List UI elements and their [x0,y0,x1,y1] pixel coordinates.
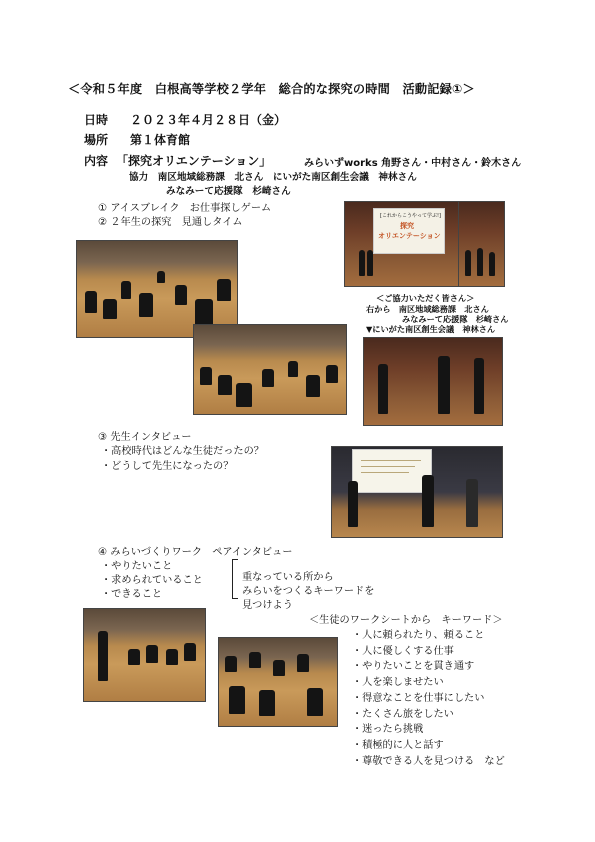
interview-screen [352,449,432,493]
keyword-item: ・得意なことを仕事にしたい [352,692,485,704]
place-label: 場所 [84,133,109,147]
guests-line-3: みなみーて応援隊 杉崎さん [166,186,291,197]
photo-guests-stage [458,201,505,287]
keyword-item: ・やりたいことを貫き通す [352,661,475,673]
screen-subtitle-text: オリエンテーション [378,232,441,240]
keyword-item: ・人を楽しませたい [352,677,444,689]
photo-teacher-interview [331,446,503,538]
date-label: 日時 [84,113,109,127]
photo-orientation-stage [344,201,460,287]
activity-4: ④ みらいづくりワーク ペアインタビュー [98,547,293,558]
guests-line-2: 協力 南区地域総務課 北さん にいがた南区創生会議 神林さん [129,172,417,183]
activity-4-note-2: みらいをつくるキーワードを [242,586,375,597]
activity-4-bullet-1: ・やりたいこと [101,561,173,572]
helpers-heading: ＜ご協力いただく皆さん＞ [376,293,475,303]
projection-screen [373,208,445,254]
activity-4-bullet-3: ・できること [101,589,163,600]
keyword-item: ・積極的に人と話す [352,739,444,751]
screen-title-text: 探究 [400,222,414,230]
page-title: ＜令和５年度 白根高等学校２学年 総合的な探究の時間 活動記録①＞ [68,82,475,96]
bracket-divider [232,559,238,599]
place-value: 第１体育館 [130,133,191,147]
activity-3: ③ 先生インタビュー [98,432,192,443]
activity-3-question-2: ・どうして先生になったの？ [101,461,234,472]
photo-pair-work [218,637,338,727]
keyword-item: ・人に頼られたり、頼ること [352,630,485,641]
activity-3-question-1: ・高校時代はどんな生徒だったの？ [101,446,264,457]
keyword-item: ・たくさん旅をしたい [352,708,454,720]
keyword-item: ・迷ったら挑戦 [352,724,424,736]
photo-pair-interview-gym [83,608,206,702]
helpers-line-2: みなみーて応援隊 杉崎さん [402,314,509,324]
helpers-line-1: 右から 南区地域総務課 北さん [366,304,489,314]
photo-helpers-standing [363,337,503,426]
keyword-item: ・尊敬できる人を見つける など [352,755,505,767]
screen-small-text: [これからこうやって学ぶ!] [380,213,441,219]
activity-4-bullet-2: ・求められていること [101,575,203,586]
content-theme: 「探究オリエンテーション」 [116,154,272,168]
activity-4-note-1: 重なっている所から [242,572,334,583]
activity-4-note-3: 見つけよう [242,600,293,611]
keywords-heading: ＜生徒のワークシートから キーワード＞ [309,615,503,626]
photo-students-sitting [193,324,347,415]
keyword-item: ・人に優しくする仕事 [352,645,454,657]
guests-line-1: みらいずworks 角野さん・中村さん・鈴木さん [304,158,522,169]
content-label: 内容 [84,154,109,168]
helpers-line-3: ▼にいがた南区創生会議 神林さん [366,324,496,334]
activity-1: ① アイスブレイク お仕事探しゲーム [98,203,272,214]
date-value: ２０２３年４月２８日（金） [130,113,287,127]
activity-2: ② ２年生の探究 見通しタイム [98,217,243,228]
